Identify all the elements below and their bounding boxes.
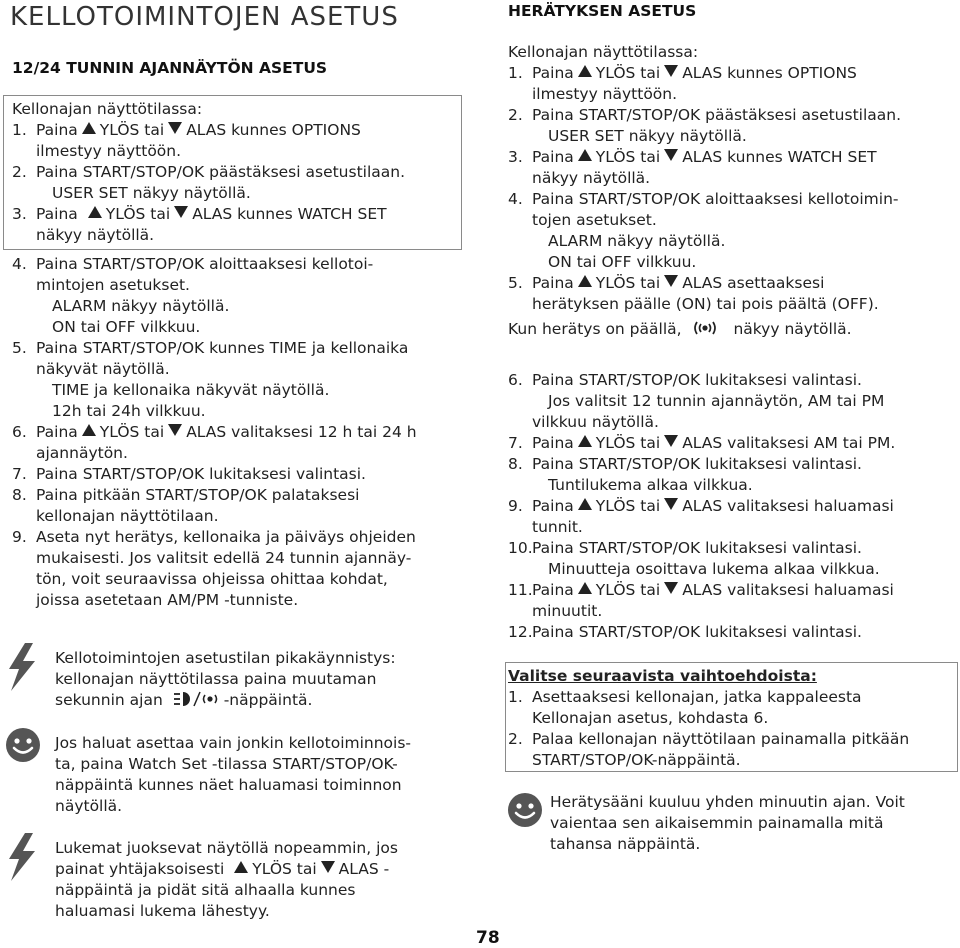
step-1: 1. Paina YLÖS tai ALAS kunnes OPTIONS [12, 121, 361, 139]
step-8: 8. Paina START/STOP/OK lukitaksesi valintasi. [508, 455, 862, 473]
step-12: 12. Paina START/STOP/OK lukitaksesi valintasi. [508, 623, 862, 641]
alarm-signal-icon [691, 319, 719, 337]
up-arrow-icon [578, 149, 592, 161]
step-8: 8. Paina pitkään START/STOP/OK palataksesi [12, 486, 360, 504]
smiley-icon [507, 792, 543, 828]
left-steps: Kellonajan näyttötilassa: 1. Paina YLÖS tai ALAS kunnes OPTIONS ilmestyy näyttöön. 2. Paina START/STOP/OK päästäksesi asetustilaan. USER SET näkyy näytöllä. 3. Paina YLÖS tai ALAS kunnes WATCH SET näkyy näytöllä. 4. Paina START/STOP/OK aloittaaksesi kellotoi- mintojen asetukset. ALARM näkyy näytöllä. ON tai OFF vilkkuu. 5. Paina START/STOP/OK kunnes TIME ja kellonaika näkyvät näytöllä. TIME ja kellonaika näkyvät näytöllä. 12h tai 24h vilkkuu. 6. Paina YLÖS tai ALAS valitaksesi 12 h tai 24 h ajannäytön. 7. Paina START/STOP/OK lukitaksesi valintasi. 8. Paina pitkään START/STOP/OK palataksesi kellonajan näyttötilaan. 9. Aseta nyt herätys, kellonaika ja päiväys ohjeiden mukaisesti. Jos valitsit edellä 24 tunnin ajannäy- tön, voit seuraavissa ohjeissa ohittaa kohdat, joissa asetetaan AM/PM -tunniste. [12, 99, 462, 611]
up-arrow-icon [578, 435, 592, 447]
lightning-icon [5, 643, 39, 691]
step-2: 2. Paina START/STOP/OK päästäksesi asetustilaan. [12, 163, 406, 181]
option-2: 2. Palaa kellonajan näyttötilaan painamalla pitkään [508, 730, 910, 748]
section-title-12-24: 12/24 TUNNIN AJANNÄYTÖN ASETUS [12, 59, 328, 77]
step-9: 9. Aseta nyt herätys, kellonaika ja päiväys ohjeiden [12, 528, 416, 546]
right-steps: Kellonajan näyttötilassa: 1. Paina YLÖS tai ALAS kunnes OPTIONS ilmestyy näyttöön. 2. Paina START/STOP/OK päästäksesi asetustilaan. USER SET näkyy näytöllä. 3. Paina YLÖS tai ALAS kunnes WATCH SET näkyy näytöllä. 4. Paina START/STOP/OK aloittaaksesi kellotoimin- tojen asetukset. ALARM näkyy näytöllä. ON tai OFF vilkkuu. 5. Paina YLÖS tai ALAS asettaaksesi herätyksen päälle (ON) tai pois päältä (OFF). Kun herätys on päällä, näkyy näytöllä. [508, 42, 953, 340]
down-arrow-icon [664, 149, 678, 161]
page-title: KELLOTOIMINTOJEN ASETUS [10, 2, 399, 32]
step-7: 7. Paina YLÖS tai ALAS valitaksesi AM tai PM. [508, 434, 896, 452]
smiley-icon [5, 727, 41, 763]
step-4: 4. Paina START/STOP/OK aloittaaksesi kellotoimin- [508, 190, 899, 208]
down-arrow-icon [168, 424, 182, 436]
down-arrow-icon [321, 861, 335, 873]
step-9: 9. Paina YLÖS tai ALAS valitaksesi haluamasi [508, 497, 894, 515]
down-arrow-icon [664, 275, 678, 287]
up-arrow-icon [578, 498, 592, 510]
up-arrow-icon [82, 424, 96, 436]
alarm-on-line: Kun herätys on päällä, näkyy näytöllä. [508, 320, 852, 338]
section-title-alarm: HERÄTYKSEN ASETUS [508, 2, 697, 20]
up-arrow-icon [578, 65, 592, 77]
step-5: 5. Paina YLÖS tai ALAS asettaaksesi [508, 274, 825, 292]
up-arrow-icon [578, 582, 592, 594]
down-arrow-icon [664, 582, 678, 594]
up-arrow-icon [88, 206, 102, 218]
up-arrow-icon [82, 122, 96, 134]
up-arrow-icon [578, 275, 592, 287]
step-6: 6. Paina START/STOP/OK lukitaksesi valintasi. [508, 371, 862, 389]
up-arrow-icon [234, 861, 248, 873]
step-2: 2. Paina START/STOP/OK päästäksesi asetustilaan. [508, 106, 902, 124]
tip-alarm-sound: Herätysääni kuuluu yhden minuutin ajan. Voit vaientaa sen aikaisemmin painamalla mitä tahansa näppäintä. [550, 793, 905, 853]
step-7: 7. Paina START/STOP/OK lukitaksesi valintasi. [12, 465, 366, 483]
option-1: 1. Asettaaksesi kellonajan, jatka kappaleesta [508, 688, 862, 706]
options-title: Valitse seuraavista vaihtoehdoista: [508, 667, 817, 685]
tip-fast-scroll: Lukemat juoksevat näytöllä nopeammin, jos painat yhtäjaksoisesti YLÖS tai ALAS - näppäintä ja pidät sitä alhaalla kunnes haluamasi lukema lähestyy. [55, 839, 398, 920]
light-alarm-button-icon [172, 690, 220, 708]
step-3: 3. Paina YLÖS tai ALAS kunnes WATCH SET [12, 205, 387, 223]
options: Valitse seuraavista vaihtoehdoista: 1. Asettaaksesi kellonajan, jatka kappaleesta Kellonajan asetus, kohdasta 6. 2. Palaa kellonajan näyttötilaan painamalla pitkään START/STOP/OK-näppäintä. [508, 666, 953, 771]
down-arrow-icon [664, 65, 678, 77]
tip-watch-set: Jos haluat asettaa vain jonkin kellotoiminnois- ta, paina Watch Set -tilassa START/STOP/OK- näppäintä kunnes näet haluamasi toiminnon näytöllä. [55, 734, 412, 815]
step-4: 4. Paina START/STOP/OK aloittaaksesi kellotoi- [12, 255, 374, 273]
down-arrow-icon [174, 206, 188, 218]
step-3: 3. Paina YLÖS tai ALAS kunnes WATCH SET [508, 148, 877, 166]
step-1: 1. Paina YLÖS tai ALAS kunnes OPTIONS [508, 64, 857, 82]
lightning-icon [5, 833, 39, 881]
step-5: 5. Paina START/STOP/OK kunnes TIME ja kellonaika [12, 339, 409, 357]
step-11: 11. Paina YLÖS tai ALAS valitaksesi haluamasi [508, 581, 894, 599]
down-arrow-icon [664, 435, 678, 447]
down-arrow-icon [664, 498, 678, 510]
step-10: 10. Paina START/STOP/OK lukitaksesi valintasi. [508, 539, 862, 557]
intro-text: Kellonajan näyttötilassa: [12, 100, 203, 118]
tip-quick-start: Kellotoimintojen asetustilan pikakäynnistys: kellonajan näyttötilassa paina muutaman sekunnin ajan -näppäintä. [55, 649, 396, 709]
intro-text: Kellonajan näyttötilassa: [508, 43, 699, 61]
right-steps-b: 6. Paina START/STOP/OK lukitaksesi valintasi. Jos valitsit 12 tunnin ajannäytön, AM tai PM vilkkuu näytöllä. 7. Paina YLÖS tai ALAS valitaksesi AM tai PM. 8. Paina START/STOP/OK lukitaksesi valintasi. Tuntilukema alkaa vilkkua. 9. Paina YLÖS tai ALAS valitaksesi haluamasi tunnit. 10. Paina START/STOP/OK lukitaksesi valintasi. Minuutteja osoittava lukema alkaa vilkkua. 11. Paina YLÖS tai ALAS valitaksesi haluamasi minuutit. 12. Paina START/STOP/OK lukitaksesi valintasi. [508, 370, 953, 643]
down-arrow-icon [168, 122, 182, 134]
page-number: 78 [476, 928, 500, 948]
step-6: 6. Paina YLÖS tai ALAS valitaksesi 12 h tai 24 h [12, 423, 417, 441]
